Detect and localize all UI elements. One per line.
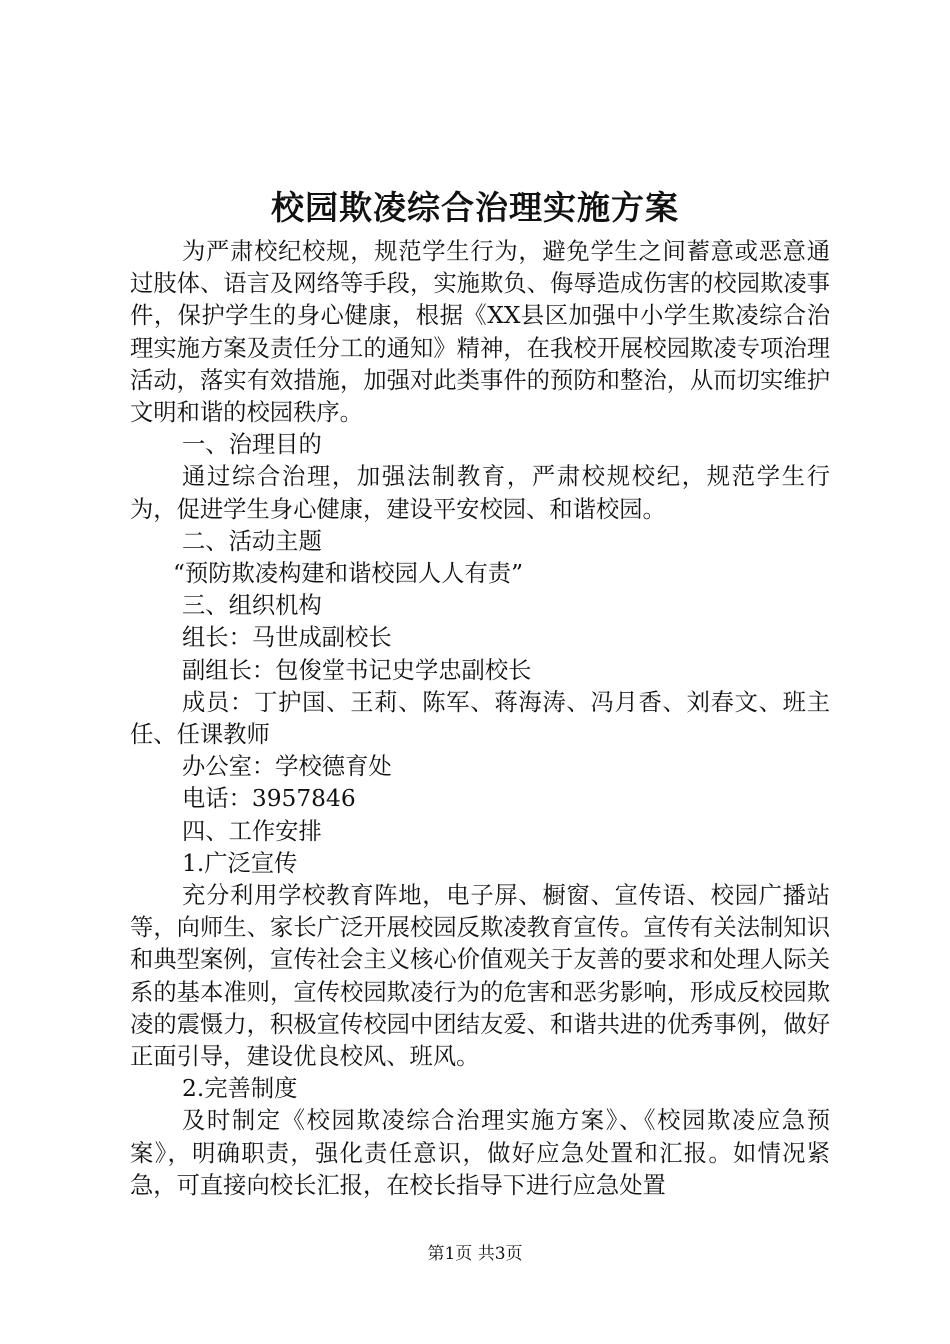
members-line: 成员：丁护国、王莉、陈军、蒋海涛、冯月香、刘春文、班主任、任课教师 (130, 688, 830, 749)
section-heading-theme: 二、活动主题 (182, 527, 322, 555)
system-paragraph: 及时制定《校园欺凌综合治理实施方案》、《校园欺凌应急预案》，明确职责，强化责任意识，做好应急处置和汇报。如情况紧急，可直接向校长汇报，在校长指导下进行应急处置 (130, 1107, 830, 1199)
publicity-paragraph: 充分利用学校教育阵地，电子屏、橱窗、宣传语、校园广播站等，向师生、家长广泛开展校园反欺凌教育宣传。宣传有关法制知识和典型案例，宣传社会主义核心价值观关于友善的要求和处理人际关系的基本准则，宣传校园欺凌行为的危害和恶劣影响，形成反校园欺凌的震慑力，积极宣传校园中团结友爱、和谐共进的优秀事例，做好正面引导，建设优良校风、班风。 (130, 882, 830, 1071)
section-heading-goal: 一、治理目的 (182, 431, 322, 459)
deputy-leader-line: 副组长：包俊堂书记史学忠副校长 (182, 656, 532, 684)
goal-paragraph: 通过综合治理，加强法制教育，严肃校规校纪，规范学生行为，促进学生身心健康，建设平安校园、和谐校园。 (130, 463, 830, 523)
subheading-system: 2.完善制度 (182, 1075, 298, 1103)
group-leader-line: 组长：马世成副校长 (182, 624, 392, 652)
theme-slogan: “预防欺凌构建和谐校园人人有责” (173, 560, 523, 588)
intro-paragraph: 为严肃校纪校规，规范学生行为，避免学生之间蓄意或恶意通过肢体、语言及网络等手段，实施欺负、侮辱造成伤害的校园欺凌事件，保护学生的身心健康，根据《XX县区加强中小学生欺凌综合治理实施方案及责任分工的通知》精神，在我校开展校园欺凌专项治理活动，落实有效措施，加强对此类事件的预防和整治，从而切实维护文明和谐的校园秩序。 (130, 238, 830, 427)
phone-line: 电话：3957846 (182, 785, 356, 813)
document-title: 校园欺凌综合治理实施方案 (271, 188, 679, 227)
subheading-publicity: 1.广泛宣传 (182, 849, 298, 877)
section-heading-organization: 三、组织机构 (182, 592, 322, 620)
document-body (130, 236, 830, 1202)
office-line: 办公室：学校德育处 (182, 753, 392, 781)
page-footer: 第1页 共3页 (427, 1244, 523, 1264)
section-heading-arrangement: 四、工作安排 (182, 817, 322, 845)
